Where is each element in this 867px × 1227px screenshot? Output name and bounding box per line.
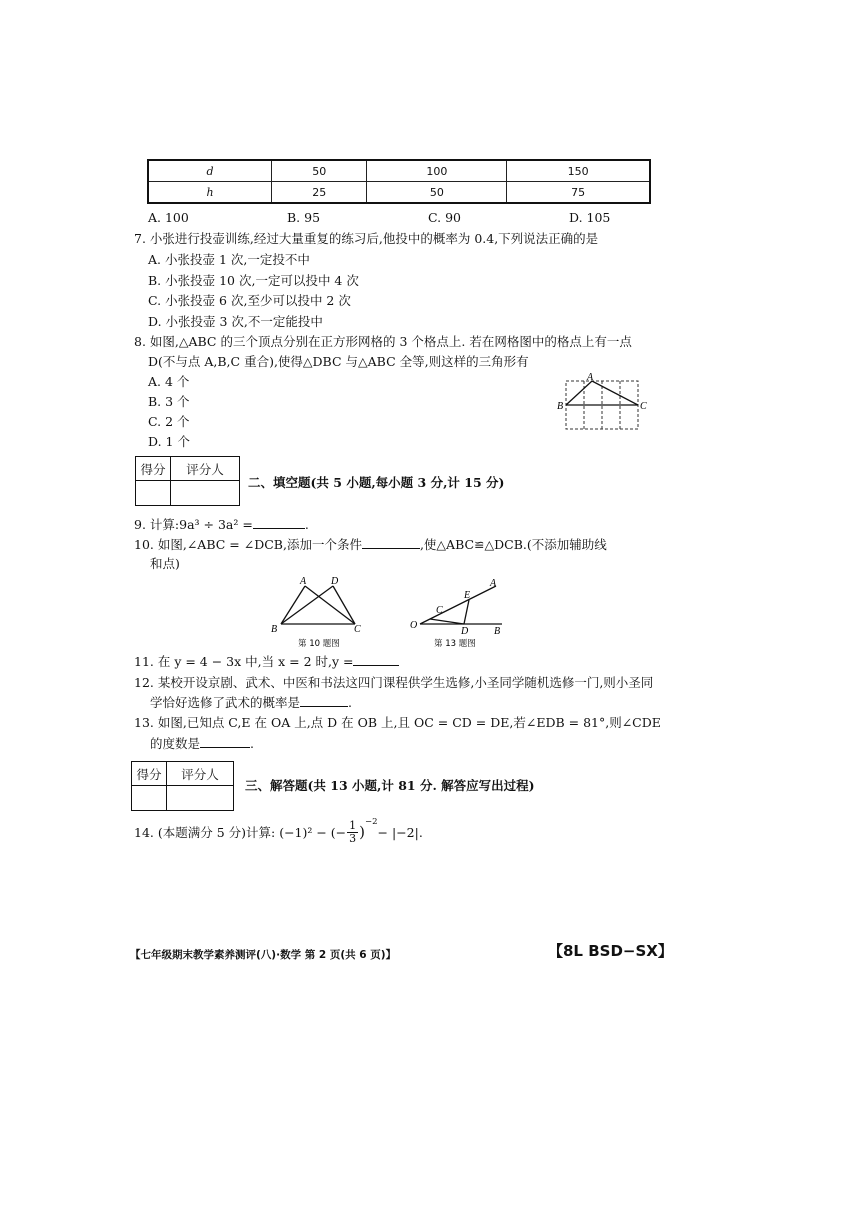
q9-end: . xyxy=(304,517,309,532)
q12-answer-blank[interactable] xyxy=(300,705,348,707)
q12-end: . xyxy=(348,695,352,710)
q14-frac-num: 1 xyxy=(349,819,357,832)
q10-text-end: ,使△ABC≌△DCB.(不添加辅助线 xyxy=(419,537,607,552)
footer-left: 【七年级期末教学素养测评(八)·数学 第 2 页(共 6 页)】 xyxy=(130,949,397,961)
table-row xyxy=(148,160,650,182)
section2-title: 二、填空题(共 5 小题,每小题 3 分,计 15 分) xyxy=(248,475,505,490)
q13-end: . xyxy=(250,736,254,751)
score-cell[interactable] xyxy=(132,786,167,811)
q9-line xyxy=(134,519,309,532)
q14-line xyxy=(134,817,423,845)
q13-line1: 13. 如图,已知点 C,E 在 OA 上,点 D 在 OB 上,且 OC = CD = DE,若∠EDB = 81°,则∠CDE xyxy=(134,715,661,730)
grader-cell[interactable] xyxy=(171,481,240,506)
fig10-label-b: B xyxy=(271,624,278,635)
q13-answer-blank[interactable] xyxy=(200,746,250,748)
q14-frac-den: 3 xyxy=(349,831,357,845)
table-row xyxy=(148,182,650,204)
table-cell: 75 xyxy=(507,182,650,204)
q8-option-b: B. 3 个 xyxy=(148,394,190,409)
figure-10 xyxy=(268,573,368,649)
data-table xyxy=(147,159,651,204)
q13-text: 的度数是 xyxy=(150,736,201,751)
q14-suffix: − |−2|. xyxy=(377,824,423,840)
fig13-label-o: O xyxy=(410,620,418,631)
q14-fraction xyxy=(347,820,358,844)
section3-score-box xyxy=(131,761,234,811)
fig10-label-c: C xyxy=(354,624,361,635)
grader-cell[interactable] xyxy=(167,786,234,811)
q8-line1: 8. 如图,△ABC 的三个顶点分别在正方形网格的 3 个格点上. 若在网格图中的格点上有一点 xyxy=(134,334,632,349)
q11-line xyxy=(134,656,399,669)
fig13-label-b: B xyxy=(494,626,501,637)
grader-label: 评分人 xyxy=(171,457,240,481)
table-cell: 50 xyxy=(272,160,367,182)
table-cell: 150 xyxy=(507,160,650,182)
table-cell: 25 xyxy=(272,182,367,204)
grader-label: 评分人 xyxy=(167,762,234,786)
q6-option-c: C. 90 xyxy=(428,210,461,225)
q9-text: 9. 计算:9a³ ÷ 3a² = xyxy=(134,517,253,532)
q6-option-a: A. 100 xyxy=(148,210,189,225)
q11-answer-blank[interactable] xyxy=(353,664,399,666)
fig8-label-a: A xyxy=(587,372,594,383)
q6-option-d: D. 105 xyxy=(569,210,611,225)
q7-stem: 7. 小张进行投壶训练,经过大量重复的练习后,他投中的概率为 0.4,下列说法正确的是 xyxy=(134,231,599,246)
footer-right: 【8L BSD−SX】 xyxy=(548,942,673,960)
q10-answer-blank[interactable] xyxy=(362,547,420,549)
q7-option-c: C. 小张投壶 6 次,至少可以投中 2 次 xyxy=(148,293,351,308)
section3-title: 三、解答题(共 13 小题,计 81 分. 解答应写出过程) xyxy=(245,778,535,793)
fig13-label-e: E xyxy=(464,590,471,601)
fig10-caption: 第 10 题图 xyxy=(298,639,340,649)
fig13-label-a: A xyxy=(490,578,497,589)
q7-option-b: B. 小张投壶 10 次,一定可以投中 4 次 xyxy=(148,273,359,288)
q8-option-d: D. 1 个 xyxy=(148,434,190,449)
q13-line2 xyxy=(150,738,254,751)
score-label: 得分 xyxy=(136,457,171,481)
q7-option-d: D. 小张投壶 3 次,不一定能投中 xyxy=(148,314,323,329)
fig13-label-c: C xyxy=(436,605,443,616)
q8-option-c: C. 2 个 xyxy=(148,414,190,429)
q14-exponent: −2 xyxy=(365,817,378,828)
fig8-label-c: C xyxy=(640,401,647,412)
fig13-label-d: D xyxy=(461,626,469,637)
fig13-caption: 第 13 题图 xyxy=(434,639,476,649)
q9-answer-blank[interactable] xyxy=(253,527,305,529)
q8-line2: D(不与点 A,B,C 重合),使得△DBC 与△ABC 全等,则这样的三角形有 xyxy=(148,354,529,369)
q14-close-paren: ) xyxy=(359,823,366,842)
fig10-label-a: A xyxy=(300,576,307,587)
table-cell: d xyxy=(148,160,272,182)
q12-line1: 12. 某校开设京剧、武术、中医和书法这四门课程供学生选修,小圣同学随机选修一门,则小圣同 xyxy=(134,675,654,690)
table-cell: h xyxy=(148,182,272,204)
q14-prefix: 14. (本题满分 5 分)计算: (−1)² − (− xyxy=(134,825,347,841)
q10-line2: 和点) xyxy=(150,556,180,571)
q8-option-a: A. 4 个 xyxy=(148,374,190,389)
q12-line2 xyxy=(150,697,352,710)
q11-text: 11. 在 y = 4 − 3x 中,当 x = 2 时,y = xyxy=(134,654,354,669)
figure-13 xyxy=(406,573,516,649)
q10-text: 10. 如图,∠ABC = ∠DCB,添加一个条件 xyxy=(134,537,362,552)
section2-score-box xyxy=(135,456,240,506)
q12-text: 学恰好选修了武术的概率是 xyxy=(150,695,301,710)
fig10-label-d: D xyxy=(331,576,339,587)
score-cell[interactable] xyxy=(136,481,171,506)
table-cell: 50 xyxy=(367,182,507,204)
q7-option-a: A. 小张投壶 1 次,一定投不中 xyxy=(148,252,310,267)
q6-option-b: B. 95 xyxy=(287,210,321,225)
fig8-label-b: B xyxy=(557,401,564,412)
q10-line1 xyxy=(134,539,607,552)
table-cell: 100 xyxy=(367,160,507,182)
score-label: 得分 xyxy=(132,762,167,786)
q8-grid-figure xyxy=(556,372,652,436)
